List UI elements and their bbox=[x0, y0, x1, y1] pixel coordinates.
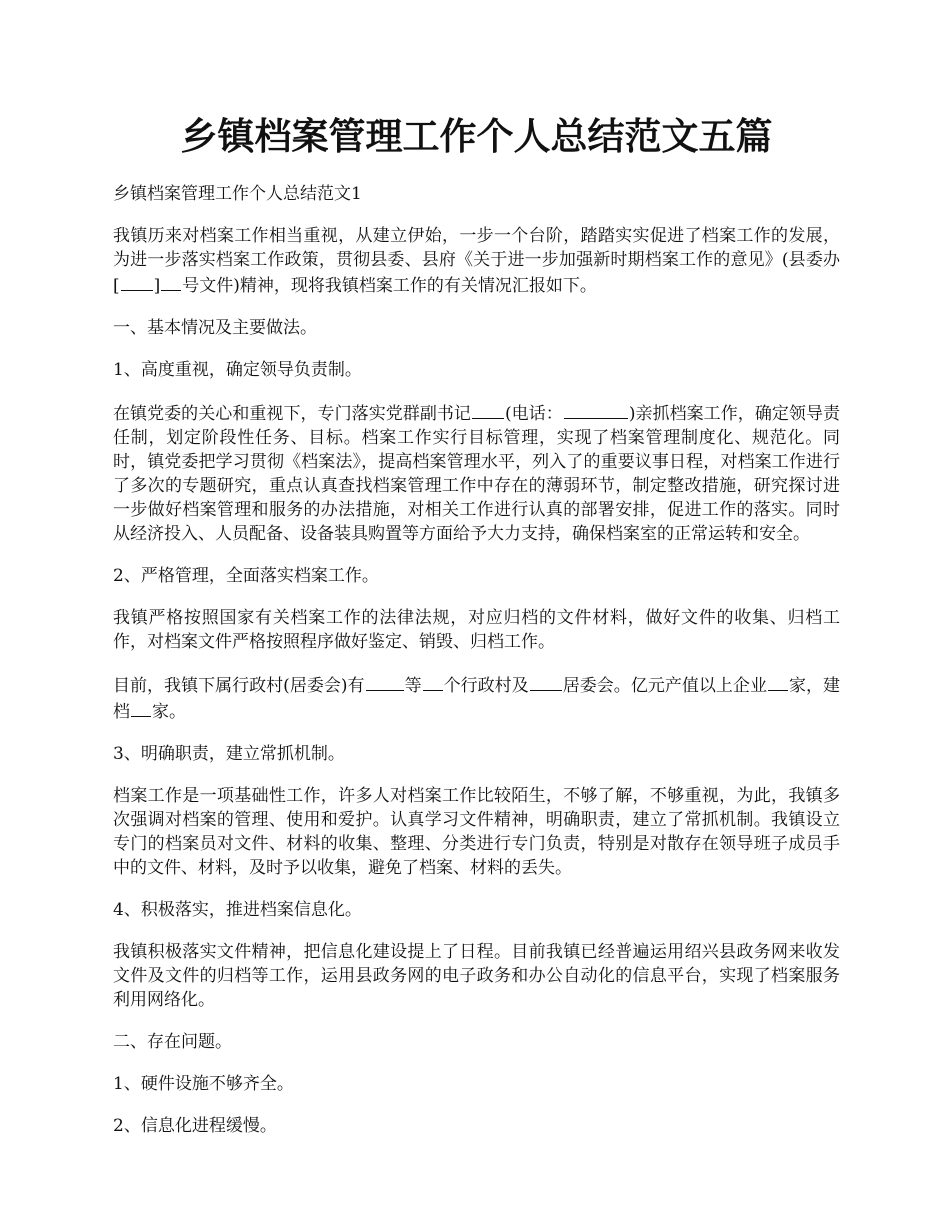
leadership-paragraph bbox=[113, 400, 840, 546]
subtitle-paragraph: 乡镇档案管理工作个人总结范文1 bbox=[113, 184, 362, 204]
blank-line bbox=[530, 672, 562, 691]
section-heading-2: 二、存在问题。 bbox=[113, 1032, 232, 1052]
problem-item-1: 1、硬件设施不够齐全。 bbox=[113, 1074, 294, 1094]
subheading-3: 3、明确职责，建立常抓机制。 bbox=[113, 744, 345, 764]
blank-line bbox=[366, 672, 404, 691]
village-text: 目前，我镇下属行政村(居委会)有 bbox=[113, 676, 365, 696]
leadership-text-end: )亲抓档案工作，确定领导责任制，划定阶段性任务、目标。档案工作实行目标管理，实现了档案管理制度化、规范化。同时，镇党委把学习贯彻《档案法》，提高档案管理水平，列入了的重要议事日程，对档案工作进行了多次的专题研究，重点认真查找档案管理工作中存在的薄弱环节，制定整改措施，研究探讨进一步做好档案管理和服务的办法措施，对相关工作进行认真的部署安排，促进工作的落实。同时从经济投入、人员配备、设备装具购置等方面给予大力支持，确保档案室的正常运转和安全。 bbox=[113, 404, 841, 544]
intro-text-end: 号文件)精神，现将我镇档案工作的有关情况汇报如下。 bbox=[182, 276, 597, 296]
blank-line bbox=[121, 272, 153, 291]
blank-line bbox=[423, 672, 443, 691]
subheading-2: 2、严格管理，全面落实档案工作。 bbox=[113, 566, 379, 586]
blank-line bbox=[131, 698, 151, 717]
blank-line bbox=[161, 272, 181, 291]
problem-item-2: 2、信息化进程缓慢。 bbox=[113, 1116, 277, 1136]
document-title: 乡镇档案管理工作个人总结范文五篇 bbox=[180, 114, 773, 158]
subheading-1: 1、高度重视，确定领导负责制。 bbox=[113, 360, 362, 380]
section-heading-1: 一、基本情况及主要做法。 bbox=[113, 318, 317, 338]
intro-text: 我镇历来对档案工作相当重视，从建立伊始，一步一个台阶，踏踏实实促进了档案工作的发展，为进一步落实档案工作政策，贯彻县委、县府《关于进一步加强新时期档案工作的意见》(县委办[ bbox=[113, 226, 840, 296]
blank-line bbox=[472, 400, 504, 419]
village-text-d: 家，建档 bbox=[113, 676, 841, 722]
leadership-text: 在镇党委的关心和重视下，专门落实党群副书记 bbox=[113, 404, 471, 424]
blank-line bbox=[768, 672, 788, 691]
village-paragraph bbox=[113, 672, 840, 724]
subheading-4: 4、积极落实，推进档案信息化。 bbox=[113, 900, 362, 920]
blank-line bbox=[564, 400, 628, 419]
responsibility-paragraph: 档案工作是一项基础性工作，许多人对档案工作比较陌生，不够了解，不够重视，为此，我镇多次强调对档案的管理、使用和爱护。认真学习文件精神，明确职责，建立了常抓机制。我镇设立专门的档案员对文件、材料的收集、整理、分类进行专门负责，特别是对散存在领导班子成员手中的文件、材料，及时予以收集，避免了档案、材料的丢失。 bbox=[113, 786, 840, 878]
management-paragraph: 我镇严格按照国家有关档案工作的法律法规，对应归档的文件材料，做好文件的收集、归档工作，对档案文件严格按照程序做好鉴定、销毁、归档工作。 bbox=[113, 608, 840, 652]
village-text-c: 居委会。亿元产值以上企业 bbox=[562, 676, 767, 696]
intro-paragraph bbox=[113, 224, 840, 298]
village-text-a: 等 bbox=[404, 676, 422, 696]
informatization-paragraph: 我镇积极落实文件精神，把信息化建设提上了日程。目前我镇已经普遍运用绍兴县政务网来收发文件及文件的归档等工作，运用县政务网的电子政务和办公自动化的信息平台，实现了档案服务利用网络化。 bbox=[113, 942, 840, 1010]
phone-label: (电话： bbox=[504, 404, 563, 424]
intro-bracket: ] bbox=[153, 276, 161, 296]
village-text-b: 个行政村及 bbox=[443, 676, 529, 696]
village-text-e: 家。 bbox=[152, 702, 186, 722]
